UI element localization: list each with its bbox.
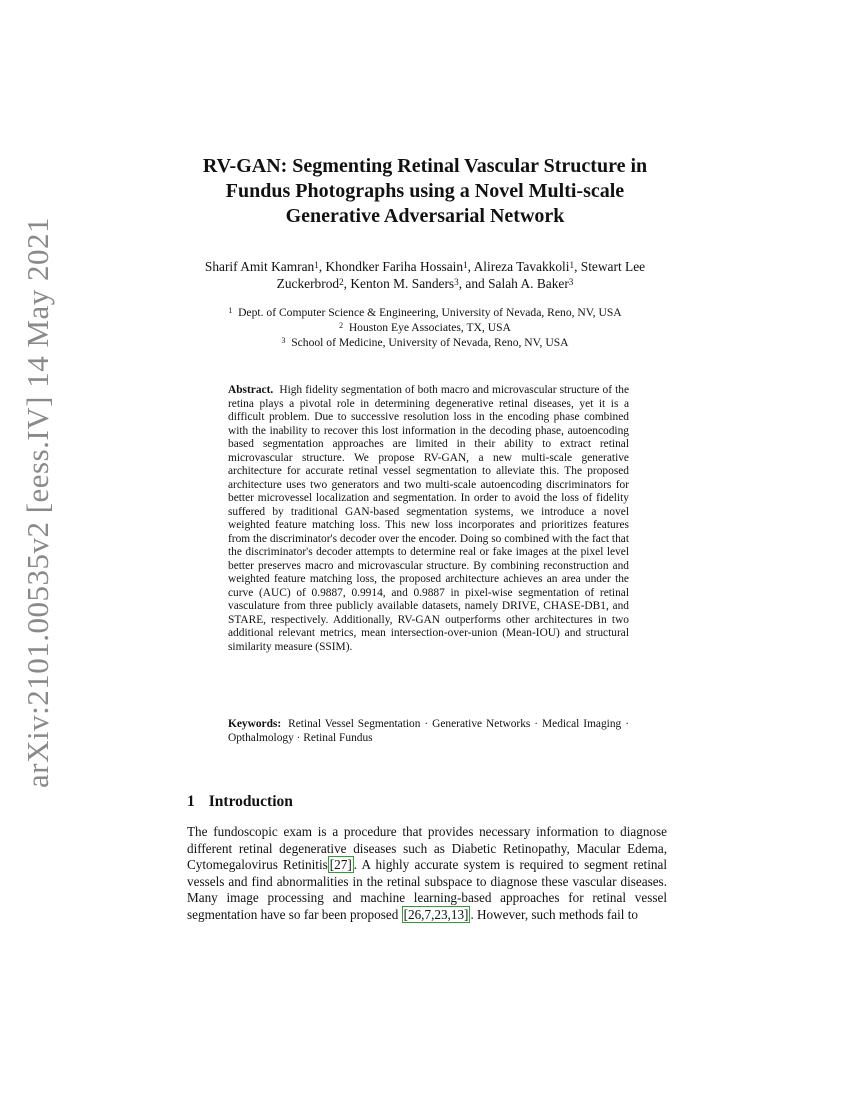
author-name: Salah A. Baker bbox=[488, 276, 569, 291]
affiliation bbox=[170, 305, 680, 320]
author-separator: , and bbox=[458, 276, 489, 291]
title-line: RV-GAN: Segmenting Retinal Vascular Structure in bbox=[202, 155, 648, 177]
affiliation-mark: 2 bbox=[339, 276, 344, 287]
author-name: Sharif Amit Kamran bbox=[204, 259, 315, 274]
section-title: Introduction bbox=[208, 793, 293, 810]
affiliation-number: 2 bbox=[339, 321, 344, 331]
paper-title bbox=[150, 154, 700, 229]
affiliation-mark: 1 bbox=[463, 259, 468, 270]
affiliation-text: Dept. of Computer Science & Engineering, University of Nevada, Reno, NV, USA bbox=[238, 306, 622, 319]
intro-text: The fundoscopic exam is a procedure that provides necessary information to diagnose different retinal degenerative diseases such as Diabetic Retinopathy, Macular Edema, Cytomegalovirus Retinitis bbox=[187, 824, 667, 872]
keywords-label: Keywords: bbox=[228, 718, 282, 730]
author-separator: , bbox=[467, 259, 474, 274]
section-number: 1 bbox=[187, 793, 195, 810]
author-name: Kenton M. Sanders bbox=[350, 276, 455, 291]
abstract bbox=[228, 384, 629, 654]
author-separator: , bbox=[318, 259, 326, 274]
keywords bbox=[228, 718, 629, 745]
affiliation-number: 3 bbox=[281, 336, 286, 346]
section-heading bbox=[187, 793, 293, 811]
intro-text: . A highly accurate system is required to segment retinal vessels and find abnormalities in the retinal subspace to diagnose these vascular diseases. Many image processing and machine learning-based approaches for retinal vessel segmentation have so far been proposed bbox=[187, 857, 667, 922]
author-list bbox=[170, 258, 680, 292]
abstract-text: High fidelity segmentation of both macro and microvascular structure of the retina plays a pivotal role in determining degenerative retinal diseases, yet it is a difficult problem. Due to successive resolution loss in the encoding phase combined with the inability to recover this lost information in the decoding phase, autoencoding based segmentation approaches are limited in their ability to extract retinal microvascular structure. We propose RV-GAN, a new multi-scale generative architecture for accurate retinal vessel segmentation to alleviate this. The proposed architecture uses two generators and two multi-scale autoencoding discriminators for better microvessel localization and segmentation. In order to avoid the loss of fidelity suffered by traditional GAN-based segmentation systems, we introduce a novel weighted feature matching loss. This new loss incorporates and prioritizes features from the discriminator's decoder over the encoder. Doing so combined with the fact that the discriminator's decoder attempts to determine real or fake images at the pixel level better preserves macro and microvascular structure. By combining reconstruction and weighted feature matching loss, the proposed architecture achieves an area under the curve (AUC) of 0.9887, 0.9914, and 0.9887 in pixel-wise segmentation of retinal vasculature from three publicly available datasets, namely DRIVE, CHASE-DB1, and STARE, respectively. Additionally, RV-GAN outperforms other architectures in two additional relevant metrics, mean intersection-over-union (Mean-IOU) and structural similarity measure (SSIM). bbox=[228, 384, 629, 653]
intro-text: . However, such methods fail to bbox=[470, 906, 639, 922]
affiliation-mark: 3 bbox=[568, 276, 574, 287]
intro-paragraph bbox=[187, 824, 667, 923]
affiliation-number: 1 bbox=[228, 306, 233, 316]
affiliation bbox=[170, 320, 680, 335]
title-line: Generative Adversarial Network bbox=[285, 205, 565, 227]
affiliation-mark: 1 bbox=[314, 259, 319, 270]
citation-link[interactable]: [27] bbox=[329, 857, 352, 872]
affiliation-text: School of Medicine, University of Nevada, Reno, NV, USA bbox=[291, 336, 569, 349]
affiliation-mark: 3 bbox=[454, 276, 459, 287]
affiliation-mark: 1 bbox=[569, 259, 575, 270]
author-name: Khondker Fariha Hossain bbox=[325, 259, 464, 274]
author-name: Stewart Lee Zuckerbrod bbox=[276, 259, 646, 291]
keywords-text: Retinal Vessel Segmentation · Generative Networks · Medical Imaging · Opthalmology · Retinal Fundus bbox=[228, 718, 629, 744]
affiliation-list bbox=[170, 305, 680, 350]
title-line: Fundus Photographs using a Novel Multi-scale bbox=[225, 180, 625, 202]
author-separator: , bbox=[343, 276, 351, 291]
author-name: Alireza Tavakkoli bbox=[473, 259, 570, 274]
arxiv-side-stamp: arXiv:2101.00535v2 [eess.IV] 14 May 2021 bbox=[20, 216, 55, 788]
citation-link[interactable]: [26,7,23,13] bbox=[403, 906, 469, 922]
affiliation-text: Houston Eye Associates, TX, USA bbox=[348, 321, 511, 334]
abstract-label: Abstract. bbox=[228, 384, 274, 396]
affiliation bbox=[170, 335, 680, 350]
author-separator: , bbox=[574, 259, 581, 274]
